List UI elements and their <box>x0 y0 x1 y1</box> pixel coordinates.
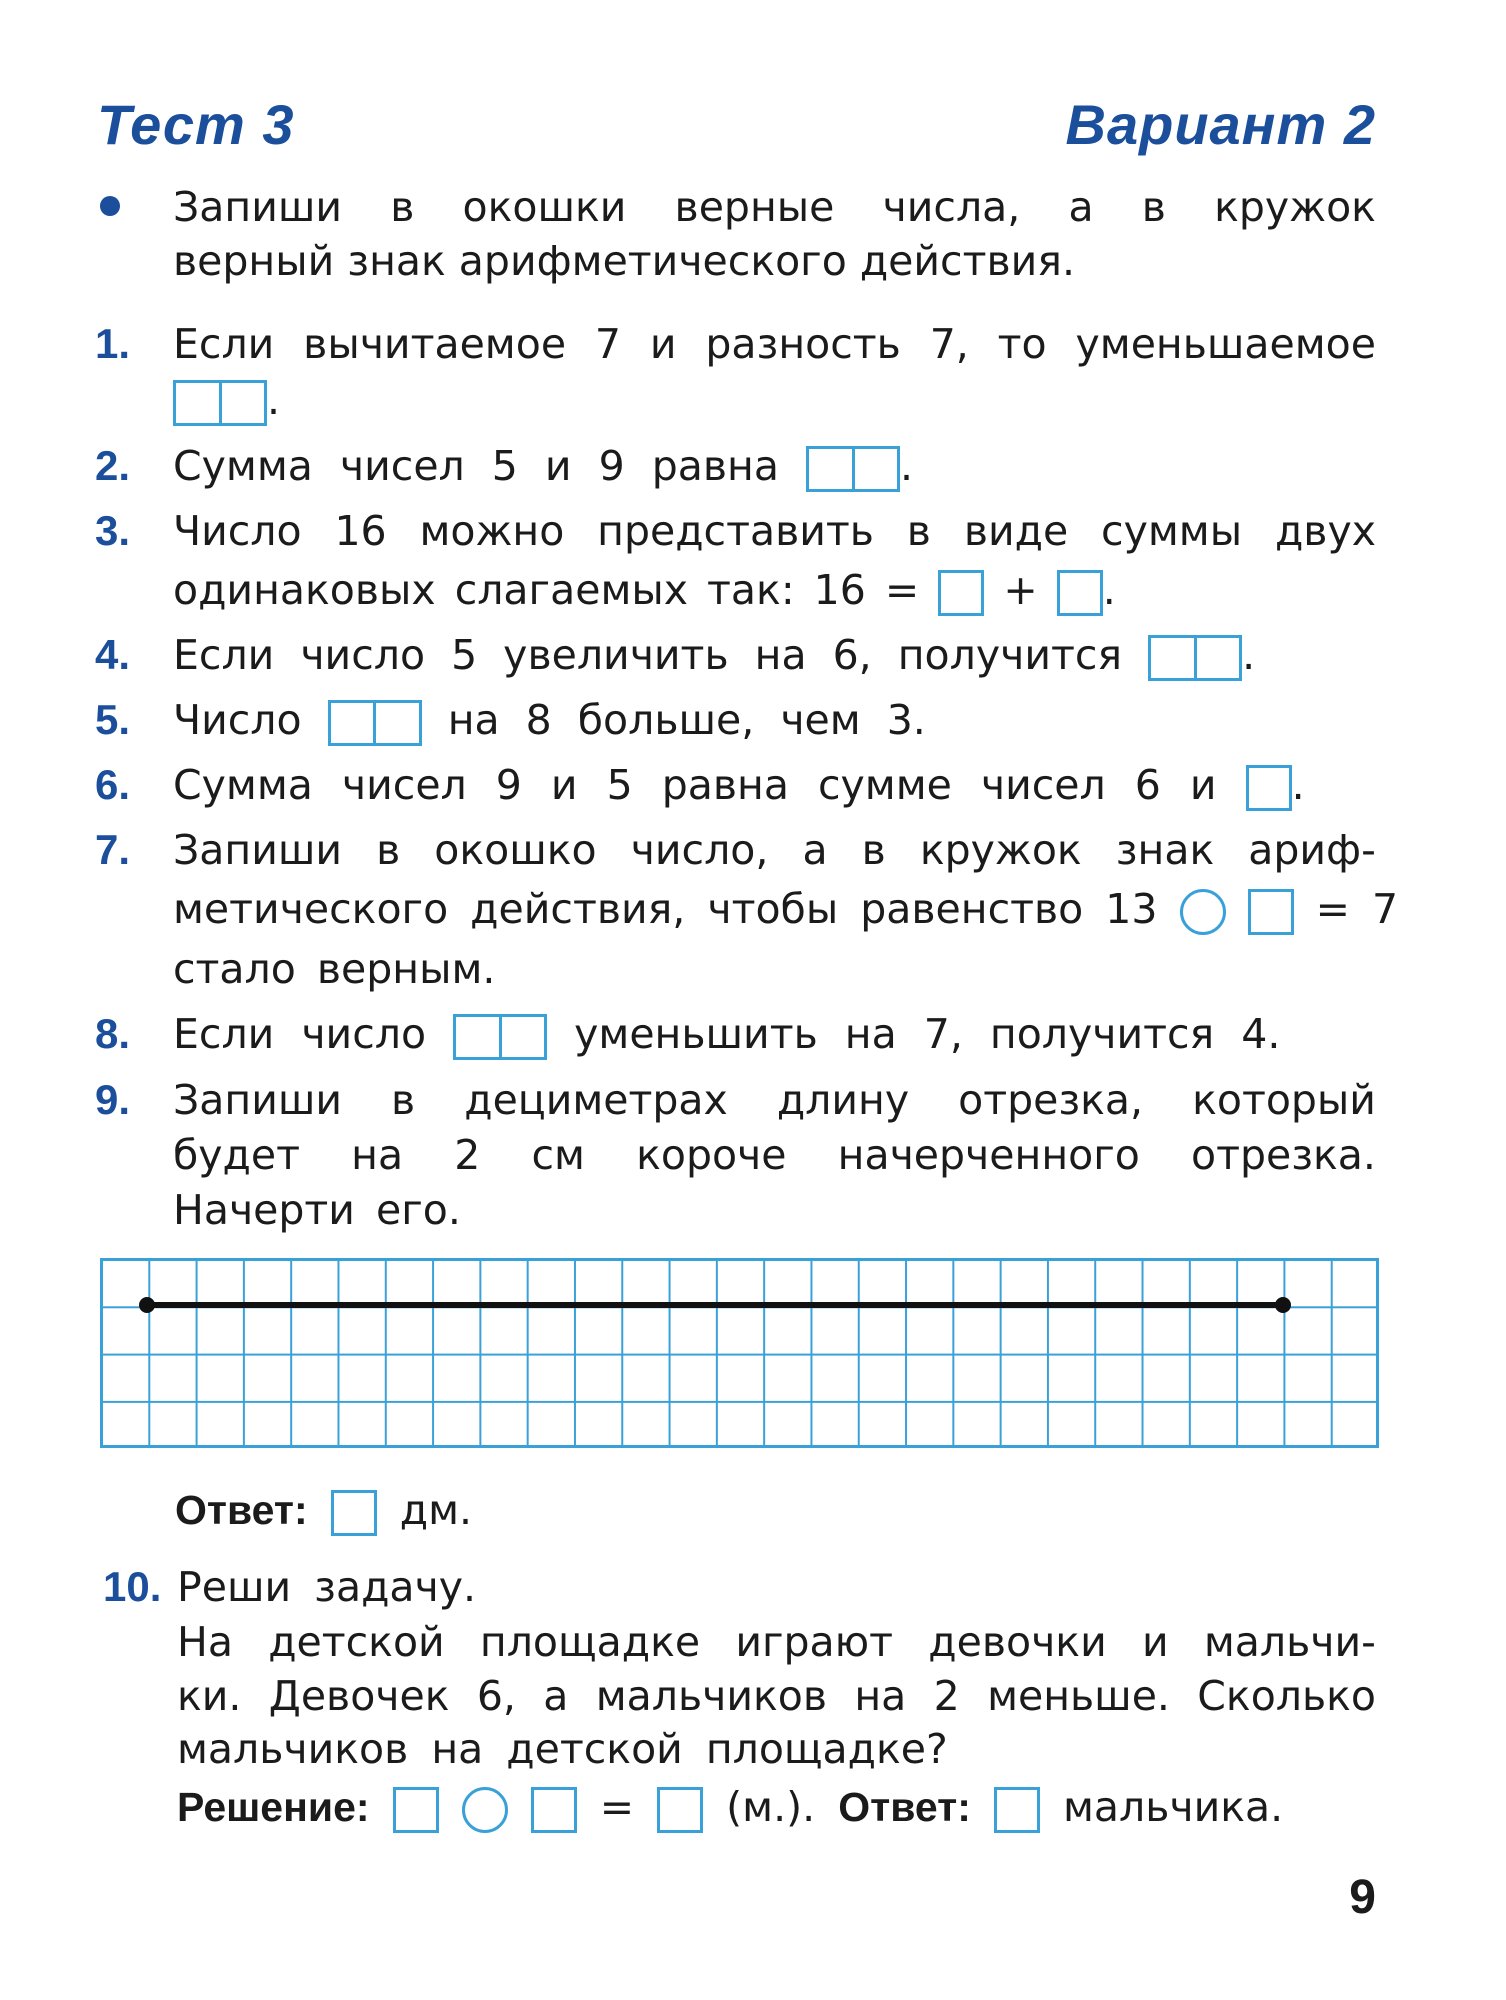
q7-number-box[interactable] <box>1248 889 1294 935</box>
q10-line-4: мальчиков на детской площадке? <box>177 1725 948 1773</box>
q5-number: 5. <box>95 696 131 743</box>
q8-line: Если число уменьшить на 7, получится 4. <box>173 1010 1281 1058</box>
segment-end-point <box>1275 1297 1291 1313</box>
q9-line-3: Начерти его. <box>173 1186 461 1234</box>
q6-number: 6. <box>95 761 131 808</box>
q3-box-2[interactable] <box>1057 570 1103 616</box>
q9-line-1: Запиши в дециметрах длину отрезка, который <box>173 1076 1376 1124</box>
page-number: 9 <box>1349 1871 1376 1924</box>
q9-line-2: будет на 2 см короче начерченного отрезка. <box>173 1131 1376 1179</box>
q3-number: 3. <box>95 507 131 554</box>
drawn-segment <box>147 1302 1283 1308</box>
segment-start-point <box>139 1297 155 1313</box>
q3-line-2: одинаковых слагаемых так: 16 = + . <box>173 566 1116 614</box>
q8-answer-box[interactable] <box>453 1014 547 1060</box>
q7-line-3: стало верным. <box>173 945 496 993</box>
q1-line-1: Если вычитаемое 7 и разность 7, то уменьшаемое <box>173 320 1376 368</box>
q9-number: 9. <box>95 1076 131 1123</box>
variant-title: Вариант 2 <box>1065 93 1376 156</box>
grid-paper[interactable] <box>100 1258 1379 1448</box>
q4-line: Если число 5 увеличить на 6, получится . <box>173 631 1256 679</box>
q8-number: 8. <box>95 1010 131 1057</box>
q10-box-1[interactable] <box>393 1787 439 1833</box>
q3-line-1: Число 16 можно представить в виде суммы двух <box>173 507 1376 555</box>
q7-sign-circle[interactable] <box>1180 889 1226 935</box>
q5-answer-box[interactable] <box>328 700 422 746</box>
q10-solution: Решение: = (м.). Ответ: мальчика. <box>177 1783 1284 1831</box>
intro-line-2: верный знак арифметического действия. <box>173 237 1075 285</box>
q10-line-1: Реши задачу. <box>177 1563 477 1611</box>
test-title: Тест 3 <box>97 93 295 156</box>
q1-line-2: . <box>173 375 280 426</box>
q10-box-result[interactable] <box>657 1787 703 1833</box>
q7-line-2: метического действия, чтобы равенство 13 = 7 <box>173 885 1399 933</box>
q4-answer-box[interactable] <box>1148 635 1242 681</box>
q10-number: 10. <box>103 1563 162 1610</box>
q4-number: 4. <box>95 631 131 678</box>
q1-number: 1. <box>95 320 131 367</box>
q3-box-1[interactable] <box>938 570 984 616</box>
q9-answer: Ответ: дм. <box>175 1486 473 1534</box>
q6-answer-box[interactable] <box>1246 765 1292 811</box>
bullet-icon <box>100 196 120 216</box>
q10-line-2: На детской площадке играют девочки и мальчи- <box>177 1618 1376 1666</box>
q7-number: 7. <box>95 826 131 873</box>
q10-line-3: ки. Девочек 6, а мальчиков на 2 меньше. Сколько <box>177 1672 1376 1720</box>
q10-sign-circle[interactable] <box>462 1787 508 1833</box>
q1-answer-box[interactable] <box>173 380 267 426</box>
q7-line-1: Запиши в окошко число, а в кружок знак ариф- <box>173 826 1376 874</box>
q2-line: Сумма чисел 5 и 9 равна . <box>173 442 914 490</box>
q9-answer-box[interactable] <box>331 1490 377 1536</box>
q6-line: Сумма чисел 9 и 5 равна сумме чисел 6 и . <box>173 761 1305 809</box>
q10-box-2[interactable] <box>531 1787 577 1833</box>
q2-number: 2. <box>95 442 131 489</box>
q2-answer-box[interactable] <box>806 446 900 492</box>
intro-line-1: Запиши в окошки верные числа, а в кружок <box>173 183 1376 231</box>
q5-line: Число на 8 больше, чем 3. <box>173 696 926 744</box>
q10-answer-box[interactable] <box>994 1787 1040 1833</box>
